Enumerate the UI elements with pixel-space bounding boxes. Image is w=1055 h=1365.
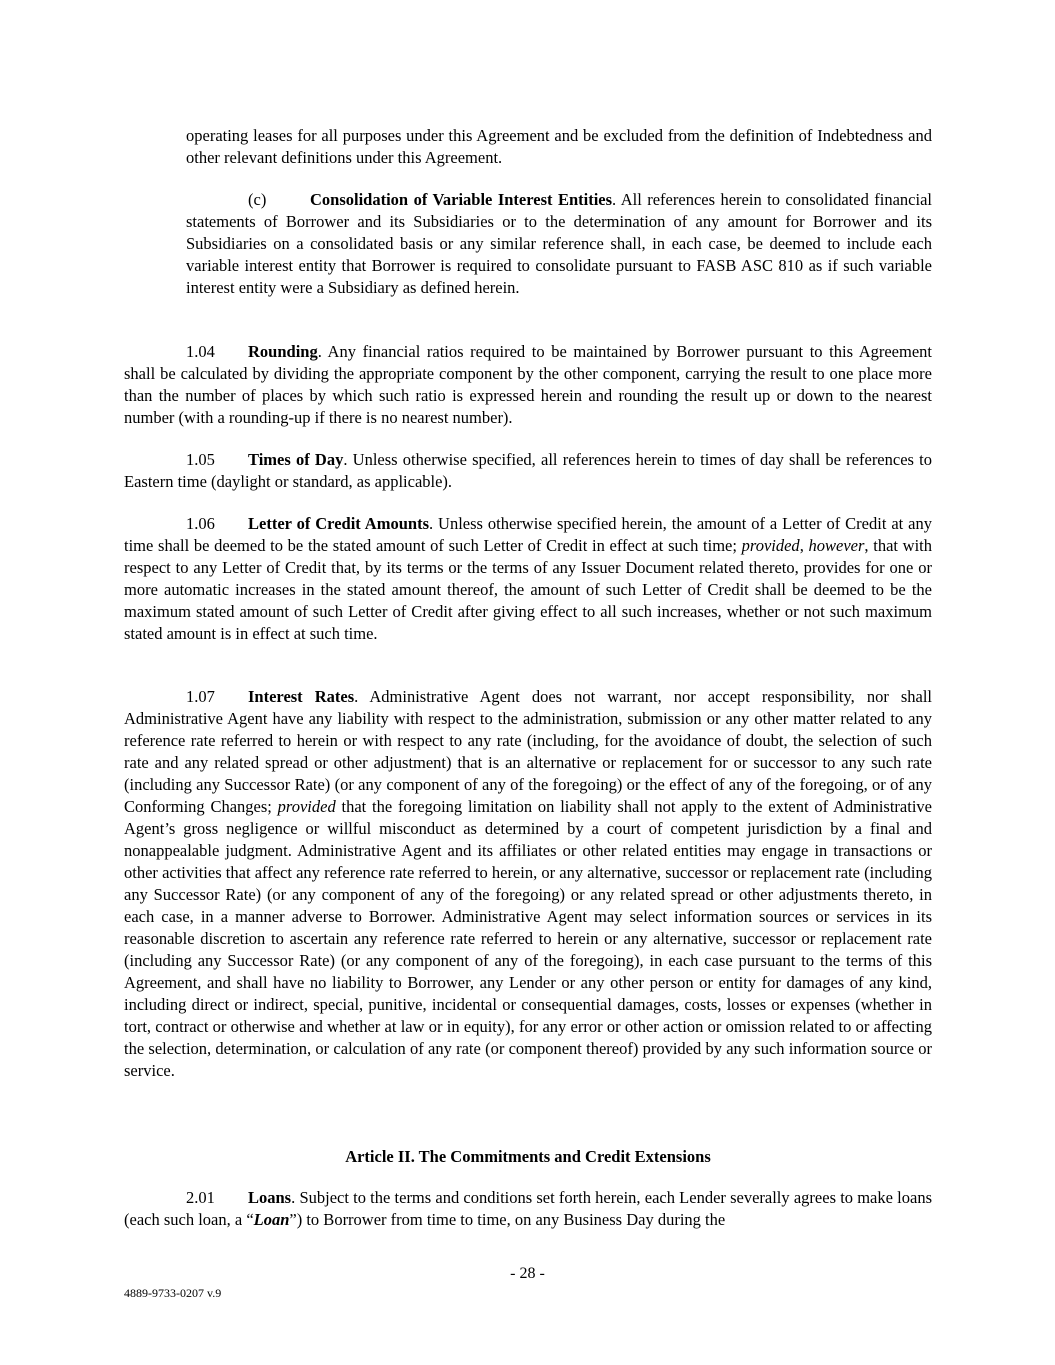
italic-term: provided [741, 536, 800, 555]
section-text: . Administrative Agent does not warrant, nor accept responsibility, nor shall Administrative Agent have any liability with respect to the administration, submission or any other matter related to any reference rate referred to herein or with respect to any rate (including, for the avoidance of doubt, the selection of such rate and any related spread or other adjustment) that is an alternative or replacement for or successor to any such rate (including any Successor Rate) (or any component of any of the foregoing) or the effect of any of the foregoing, or of any Conforming Changes; [124, 687, 932, 816]
section-1-06-letter-of-credit [124, 513, 932, 645]
section-heading: Letter of Credit Amounts [248, 514, 429, 533]
section-heading: Times of Day [248, 450, 344, 469]
document-id: 4889-9733-0207 v.9 [124, 1286, 222, 1300]
section-text: . Any financial ratios required to be maintained by Borrower pursuant to this Agreement shall be calculated by dividing the appropriate component by the other component, carrying the result to one place more than the number of places by which such ratio is expressed herein and rounding the result up or down to the nearest number (with a rounding-up if there is no nearest number). [124, 342, 932, 427]
section-number: 2.01 [186, 1188, 215, 1207]
section-text: that the foregoing limitation on liability shall not apply to the extent of Administrative Agent’s gross negligence or willful misconduct as determined by a court of competent jurisdiction by a final and nonappealable judgment. Administrative Agent and its affiliates or other related entities may engage in transactions or other activities that affect any reference rate referred to herein, or any alternative, successor or replacement rate (including any Successor Rate) (or any component of any of the foregoing) or any related spread or other adjustments thereto, in each case, in a manner adverse to Borrower. Administrative Agent may select information sources or services in its reasonable discretion to ascertain any reference rate referred to herein or any alternative, successor or replacement rate (including any Successor Rate) (or any component of any of the foregoing), in each case pursuant to the terms of this Agreement, and shall have no liability to Borrower, any Lender or any other person or entity for damages of any kind, including direct or indirect, special, punitive, incidental or consequential damages, costs, losses or expenses (whether in tort, contract or otherwise and whether at law or in equity), for any error or other action or omission related to or affecting the selection, determination, or calculation of any rate (or component thereof) provided by any such information source or service. [124, 797, 932, 1080]
section-number: (c) [248, 190, 267, 209]
section-number: 1.06 [186, 514, 215, 533]
section-text: , that with respect to any Letter of Credit that, by its terms or the terms of any Issuer Document related thereto, provides for one or more automatic increases in the stated amount thereof, the amount of such Letter of Credit shall be deemed to be the maximum stated amount of such Letter of Credit after giving effect to all such increases, whether or not such maximum stated amount is in effect at such time. [124, 536, 933, 643]
section-c-consolidation [186, 189, 932, 299]
italic-term: provided [277, 797, 336, 816]
section-number: 1.05 [186, 450, 215, 469]
page-number: - 28 - [510, 1265, 545, 1282]
section-heading: Interest Rates [248, 687, 355, 706]
section-number: 1.07 [186, 687, 215, 706]
section-heading: Consolidation of Variable Interest Entities [310, 190, 613, 209]
section-text: , [799, 536, 809, 555]
section-1-04-rounding [124, 341, 932, 429]
section-2-01-loans [124, 1187, 932, 1231]
section-1-05-times-of-day [124, 449, 932, 493]
article-heading: Article II. The Commitments and Credit Extensions [345, 1147, 711, 1166]
section-heading: Loans [248, 1188, 292, 1207]
paragraph-operating-leases: operating leases for all purposes under this Agreement and be excluded from the definition of Indebtedness and other relevant definitions under this Agreement. [186, 126, 932, 167]
section-text: . Unless otherwise specified, all references herein to times of day shall be references to Eastern time (daylight or standard, as applicable). [124, 450, 932, 491]
section-1-07-interest-rates [124, 686, 932, 1082]
section-text: . All references herein to consolidated financial statements of Borrower and its Subsidiaries or to the determination of any amount for Borrower and its Subsidiaries on a consolidated basis or any similar reference shall, in each case, be deemed to include each variable interest entity that Borrower is required to consolidate pursuant to FASB ASC 810 as if such variable interest entity were a Subsidiary as defined herein. [186, 190, 932, 297]
italic-term: however [808, 536, 865, 555]
defined-term: Loan [253, 1210, 290, 1229]
section-heading: Rounding [248, 342, 318, 361]
section-text: . Unless otherwise specified herein, the amount of a Letter of Credit at any time shall be deemed to be the stated amount of such Letter of Credit in effect at such time; [124, 514, 933, 555]
section-text: . Subject to the terms and conditions set forth herein, each Lender severally agrees to make loans (each such loan, a “ [124, 1188, 932, 1229]
section-number: 1.04 [186, 342, 215, 361]
section-text: ”) to Borrower from time to time, on any Business Day during the [289, 1210, 726, 1229]
